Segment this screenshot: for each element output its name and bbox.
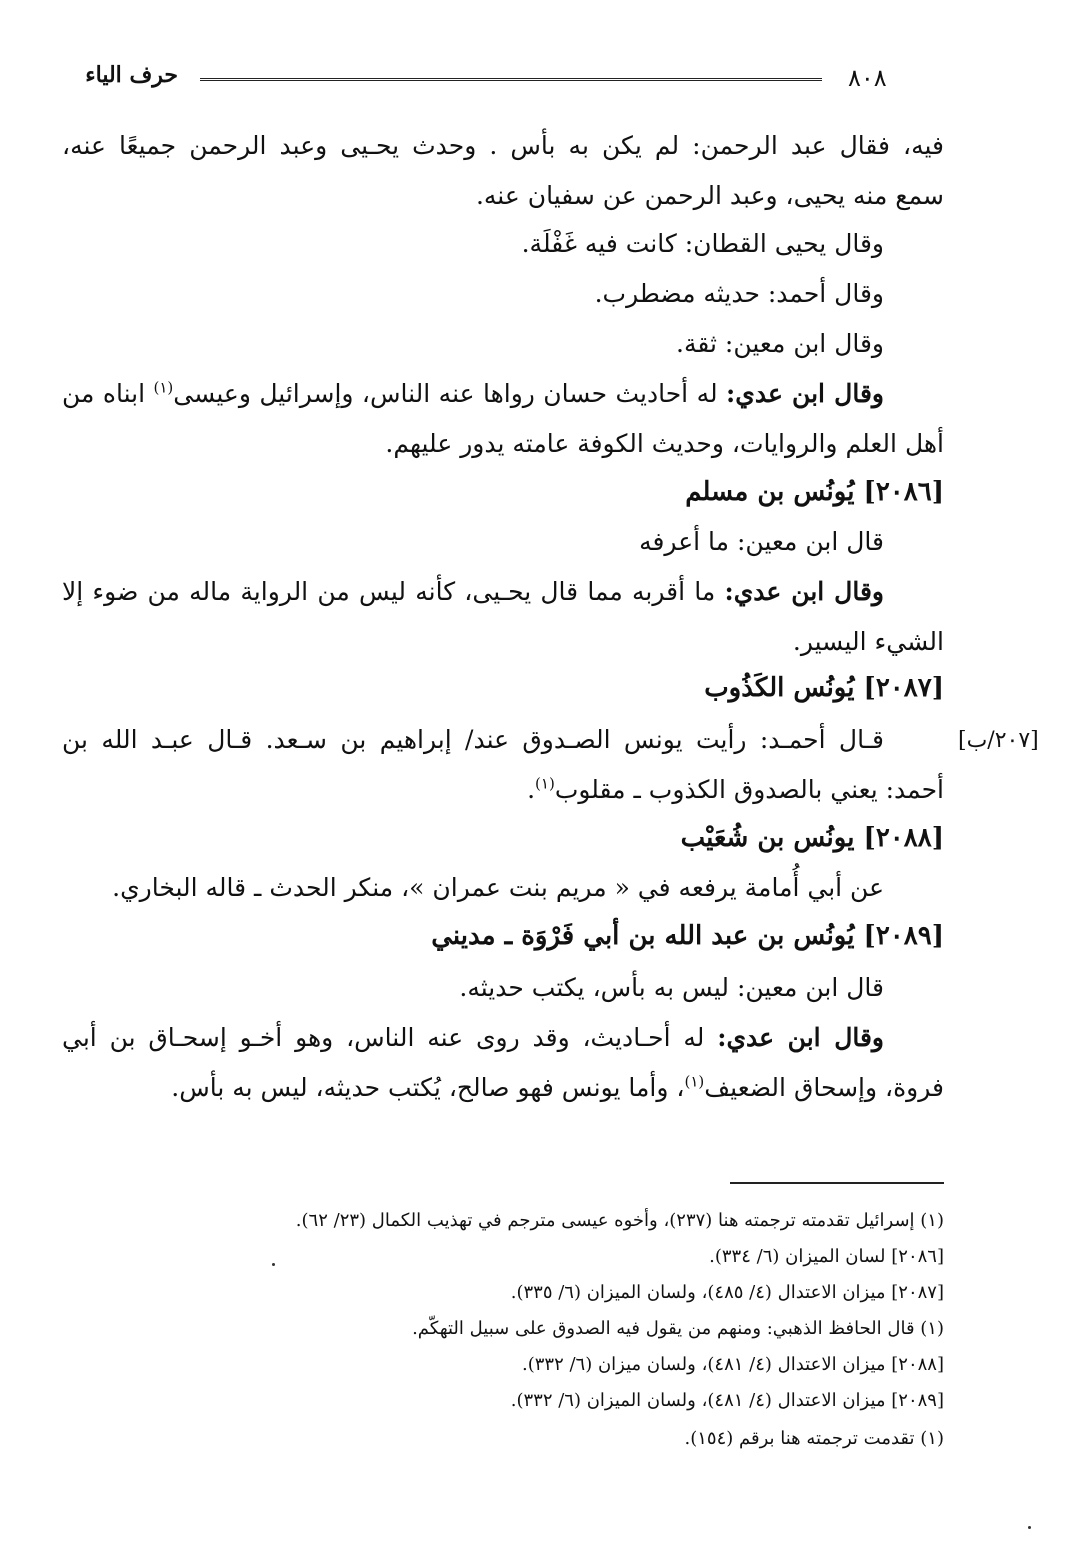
body-line: عن أبي أُمامة يرفعه في « مريم بنت عمران »، منكر الحدث ـ قاله البخاري.: [112, 873, 884, 902]
body-line: [171, 1066, 944, 1110]
footnote: (١) إسرائيل تقدمته ترجمته هنا (٢٣٧)، وأخوه عيسى مترجم في تهذيب الكمال (٢٣/ ٦٢).: [295, 1210, 944, 1231]
page-number: ٨٠٨: [848, 64, 887, 92]
entry-heading-2086: [٢٠٨٦] يُونُس بن مسلم: [685, 477, 944, 507]
footnote: [٢٠٨٧] ميزان الاعتدال (٤/ ٤٨٥)، ولسان الميزان (٦/ ٣٣٥).: [510, 1282, 944, 1303]
scan-speck: [272, 1263, 275, 1266]
body-line: [527, 768, 944, 812]
body-text: له أحاديث حسان رواها عنه الناس، وإسرائيل وعيسى: [173, 379, 718, 408]
body-text: .: [527, 775, 536, 804]
body-line: الشيء اليسير.: [792, 627, 944, 656]
body-text: ما أقربه مما قال يحـيى، كأنه ليس من الرواية ماله من ضوء إلا: [62, 577, 716, 606]
manuscript-folio-note: [٢٠٧/ب]: [958, 728, 1039, 753]
footnote: [٢٠٨٦] لسان الميزان (٦/ ٣٣٤).: [709, 1246, 944, 1267]
body-text: ابناه من: [62, 379, 146, 408]
body-text: له أحـاديث، وقد روى عنه الناس، وهو أخـو إسحـاق بن أبي: [62, 1023, 705, 1052]
entry-heading-2087: [٢٠٨٧] يُونُس الكَذُوب: [704, 673, 944, 703]
body-line: وقال ابن معين: ثقة.: [676, 329, 884, 358]
body-text: أحمد: يعني بالصدوق الكذوب ـ مقلوب: [554, 775, 944, 804]
body-line: قال ابن معين: ليس به بأس، يكتب حديثه.: [459, 973, 884, 1002]
footnote: (١) تقدمت ترجمته هنا برقم (١٥٤).: [684, 1428, 944, 1449]
entry-heading-2089: [٢٠٨٩] يُونُس بن عبد الله بن أبي فَرْوَة ـ مديني: [431, 921, 944, 951]
footnote-marker: (١): [535, 774, 555, 793]
citation-lead: وقال ابن عدي:: [724, 577, 884, 606]
footnote-marker: (١): [153, 378, 174, 397]
footnote: [٢٠٨٩] ميزان الاعتدال (٤/ ٤٨١)، ولسان الميزان (٦/ ٣٣٢).: [510, 1390, 944, 1411]
citation-lead: وقال ابن عدي:: [726, 379, 884, 408]
body-text: فروة، وإسحاق الضعيف: [704, 1073, 944, 1102]
header-rule: [200, 78, 822, 81]
body-line: فيه، فقال عبد الرحمن: لم يكن به بأس . وحدث يحـيى وعبد الرحمن جميعًا عنه،: [62, 131, 944, 160]
body-line: قـال أحمـد: رأيت يونس الصـدوق عند/ إبراهيم بن سـعد. قـال عبـد الله بن: [62, 725, 884, 754]
footnote-marker: (١): [684, 1072, 705, 1091]
body-line: قال ابن معين: ما أعرفه: [639, 527, 884, 556]
citation-lead: وقال ابن عدي:: [717, 1023, 884, 1052]
scan-speck: [1028, 1526, 1031, 1529]
footnote-separator: [730, 1182, 944, 1184]
body-line: أهل العلم والروايات، وحديث الكوفة عامته يدور عليهم.: [385, 429, 944, 458]
body-line: وقال أحمد: حديثه مضطرب.: [594, 279, 884, 308]
body-text: ، وأما يونس فهو صالح، يُكتب حديثه، ليس به بأس.: [171, 1073, 685, 1102]
body-line: [62, 570, 884, 614]
body-line: سمع منه يحيى، وعبد الرحمن عن سفيان عنه.: [475, 181, 944, 210]
running-header-title: حرف الياء: [85, 62, 178, 88]
body-line: [62, 372, 884, 416]
entry-heading-2088: [٢٠٨٨] يونُس بن شُعَيْب: [680, 823, 944, 853]
body-line: وقال يحيى القطان: كانت فيه غَفْلَة.: [521, 229, 884, 258]
footnote: (١) قال الحافظ الذهبي: ومنهم من يقول فيه الصدوق على سبيل التهكّم.: [412, 1318, 944, 1339]
body-line: [62, 1016, 884, 1060]
footnote: [٢٠٨٨] ميزان الاعتدال (٤/ ٤٨١)، ولسان ميزان (٦/ ٣٣٢).: [521, 1354, 944, 1375]
